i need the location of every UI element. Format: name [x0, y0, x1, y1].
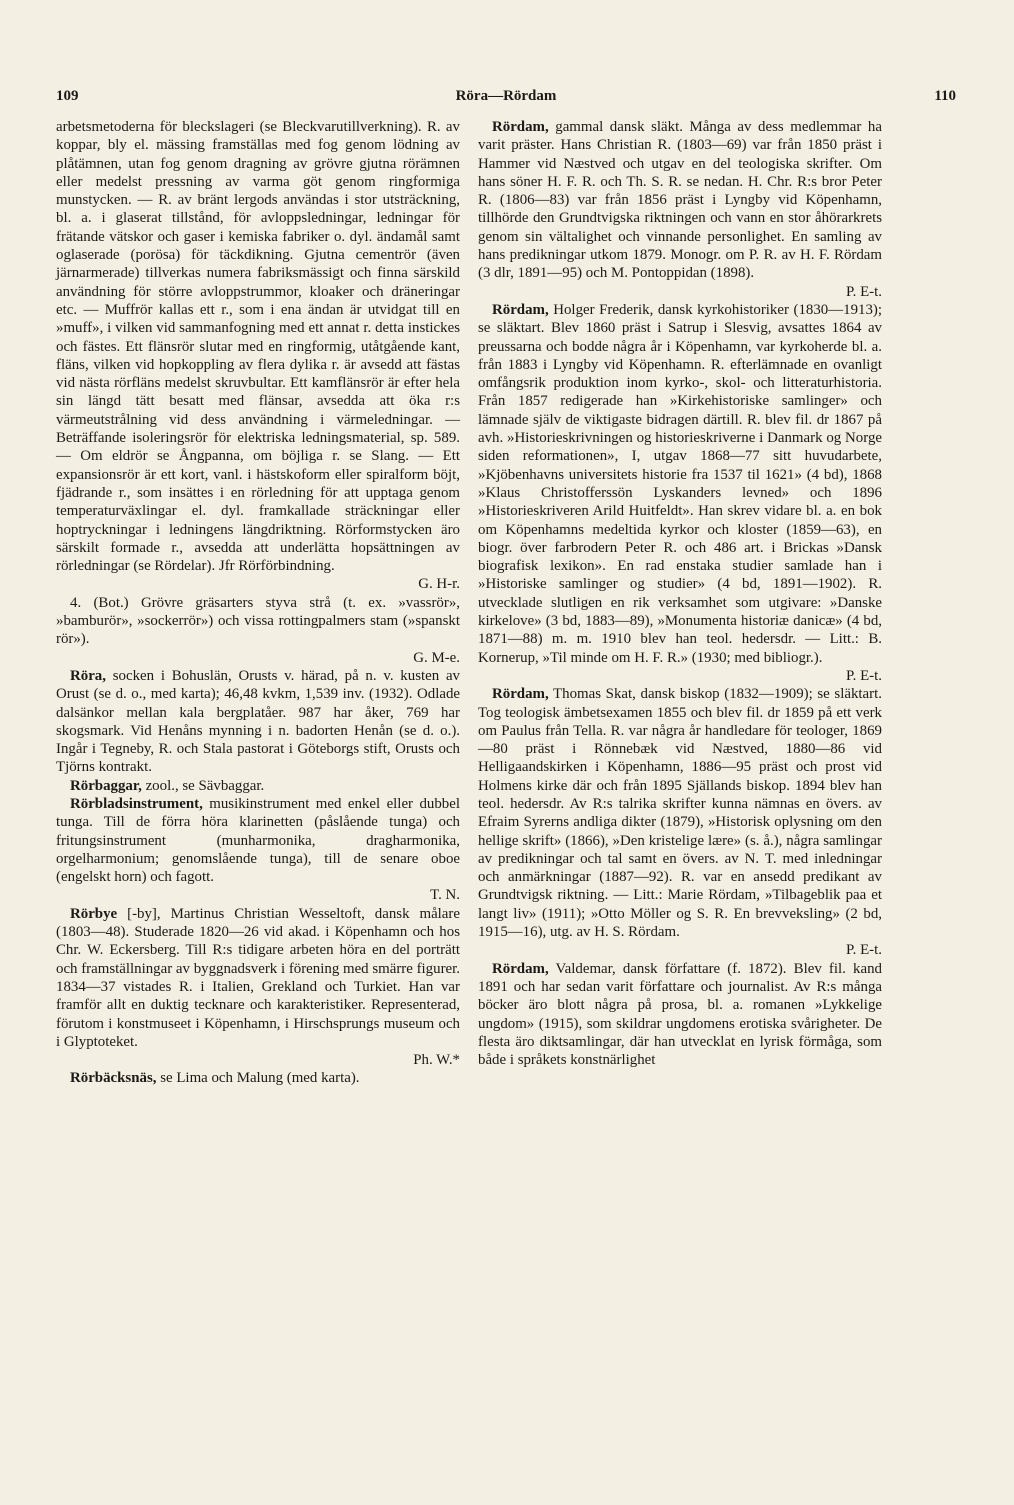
entry-rorbacksnas: Rörbäcksnäs, se Lima och Malung (med karta). [70, 1070, 360, 1087]
author-signature: P. E-t. [846, 667, 882, 684]
running-title: Röra—Rördam [455, 88, 557, 104]
left-column [56, 118, 460, 1088]
headword: Röra, [70, 667, 106, 684]
author-signature: T. N. [430, 887, 460, 904]
entry-rora-continuation: arbetsmetoderna för bleckslageri (se Bleckvarutillverkning). R. av koppar, bly el. mässing framställas med fog genom lödning av plåtämnen, utan fog genom dragning av grövre gjutna rörämnen eller medelst pressning av varma göt genom ringformiga munstycken. — R. av bränt lergods användas i stor utsträckning, bl. a. i glaserat tillstånd, för avloppsledningar, ledningar för frätande vätskor och gaser i kemiska fabriker o. dyl. ändamål samt oglaserade (porösa) för täckdikning. Gjutna cementrör (även järnarmerade) tillverkas numera fabriksmässigt och finna särskild användning för större avloppstrummor, kloaker och dräneringar etc. — Muffrör kallas ett r., som i ena ändan är utvidgat till en »muff», i vilken vid sammanfogning med ett annat r. detta instickes och fästes. Ett flänsrör slutar med en ringformig, utåtgående kant, fläns, vilken vid hopkoppling av flera dylika r. är avsedd att fästas vid nästa rörfläns medelst skruvbultar. Ett kamflänsrör är efter hela sin längd tätt besatt med flänsar, avsedda att öka r:s värmeutstrålning vid dess användning i värmeledningar. — Beträffande isoleringsrör för elektriska ledningsmaterial, sp. 589. — Om eldrör se Ångpanna, om böjliga r. se Slang. — Ett expansionsrör är ett kort, vanl. i hästskoform eller spiralform böjt, fjädrande r., som insättes i en rörledning för att upptaga genom temperaturväxlingar el. dyl. framkallade sträckningar eller hoptryckningar i ledningens längdriktning. Rörformstycken äro särskilt formade r., avsedda att underlätta hopsättningen av rörledningar (se Rördelar). Jfr Rörförbindning. G. H-r. [56, 119, 460, 593]
entry-rorbaggar: Rörbaggar, zool., se Sävbaggar. [70, 777, 265, 794]
right-column [478, 118, 882, 1069]
headword: Rörbladsinstrument, [70, 795, 203, 812]
headword: Rörbaggar, [70, 777, 142, 794]
author-signature: G. H-r. [418, 576, 460, 593]
entry-rorbladsinstrument: Rörbladsinstrument, musikinstrument med enkel eller dubbel tunga. Till de förra höra klarinetten (påslående tunga) och fritungsinstrument (munharmonika, dragharmonika, orgelharmonium; genomslående tunga), till de senare oboe (engelskt horn) och fagott. T. N. [56, 795, 460, 904]
entry-rordam-thomas: Rördam, Thomas Skat, dansk biskop (1832—1909); se släktart. Tog teologisk ämbetsexamen 1855 och blev fil. dr 1859 på ett verk om Paulus från Tella. R. var några år handledare för teologer, 1869—80 präst i Rönnebæk vid Næstved, 1880—86 vid Helligaandskirken i Köpenhamn, 1886—95 präst och prost vid Holmens kirke där och från 1895 Själlands biskop. 1894 blev han teol. hedersdr. Av R:s talrika skrifter kunna nämnas en övers. av Efraim Syrerns andliga dikter (1879), »Historisk oplysning om den hellige skrift» (1866), »Den kristelige lære» (s. å.), några samlingar av predikningar och tal samt en övers. av N. T. med inledningar och anmärkningar (1887—92). R. var en ansedd predikant av Grundtvigsk riktning. — Litt.: Marie Rördam, »Tilbageblik paa et langt liv» (1911); »Otto Möller og S. R. En brevveksling» (2 bd, 1915—16), utg. av H. S. Rördam. P. E-t. [478, 686, 882, 959]
page-header [56, 88, 956, 112]
headword: Rörbye [70, 905, 118, 922]
entry-ror-bot: 4. (Bot.) Grövre gräsarters styva strå (t. ex. »vassrör», »bamburör», »sockerrör») och vissa rottingpalmers stam (»spanskt rör»). G. M-e. [56, 594, 460, 666]
entry-rordam-holger: Rördam, Holger Frederik, dansk kyrkohistoriker (1830—1913); se släktart. Blev 1860 präst i Satrup i Slesvig, avsattes 1864 av preussarna och bodde några år i Köpenhamn, var kyrkoherde bl. a. från 1883 i Lyngby vid Köpenhamn. R. efterlämnade en ovanligt omfångsrik produktion inom kyrko-, skol- och litteraturhistoria. Från 1857 redigerade han »Kirkehistoriske samlinger» och lämnade själv de viktigaste bidragen därtill. R. blev fil. dr 1867 på avh. »Historieskrivningen og historieskriverne i Danmark og Norge siden reformationen», I, utgav 1868—77 sitt huvudarbete, »Kjöbenhavns universitets historie fra 1537 til 1621» (4 bd), 1868 »Klaus Christofferssön Lyskanders levned» och 1896 »Historieskriveren Arild Huitfeldt». Han skrev vidare bl. a. en bok om Köpenhamns medeltida kyrkor och kloster (1859—63), en biogr. över farbrodern Peter R. och 486 art. i Brickas »Dansk biografisk lexikon». En rad enstaka studier samlade han i »Historiske samlinger og studier» (4 bd, 1891—1902). R. utvecklade slutligen en rik verksamhet som utgivare: »Danske kirkelove» (3 bd, 1883—89), »Monumenta historiæ danicæ» (4 bd, 1871—88) m. m. 1910 blev han teol. hedersdr. — Litt.: B. Kornerup, »Til minde om H. F. R.» (1930; med bibliogr.). P. E-t. [478, 301, 882, 684]
headword: Rördam, [492, 686, 549, 703]
headword: Rördam, [492, 119, 549, 135]
headword: Rördam, [492, 301, 549, 318]
author-signature: G. M-e. [413, 649, 460, 666]
entry-rora-socken: Röra, socken i Bohuslän, Orusts v. härad, på n. v. kusten av Orust (se d. o., med karta); 46,48 kvkm, 1,539 inv. (1932). Odlade dalsänkor mellan kala bergplatåer. 987 har åker, 769 har skogsmark. Vid Henåns mynning i n. badorten Henån (se d. o.). Ingår i Tegneby, R. och Stala pastorat i Göteborgs stift, Orusts och Tjörns kontrakt. [56, 667, 460, 776]
author-signature: P. E-t. [846, 942, 882, 959]
author-signature: P. E-t. [846, 283, 882, 300]
entry-rorbye: Rörbye [-by], Martinus Christian Wesseltoft, dansk målare (1803—48). Studerade 1820—26 vid akad. i Köpenhamn och hos Chr. W. Eckersberg. Till R:s tidigare arbeten höra en del porträtt och framställningar av byggnadsverk i förening med smärre figurer. 1834—37 vistades R. i Italien, Grekland och Turkiet. Han var framför allt en duktig tecknare och karakteristiker. Representerad, förutom i konstmuseet i Köpenhamn, i Hirschsprungs museum och i Glyptoteket. Ph. W.* [56, 905, 460, 1069]
headword: Rörbäcksnäs, [70, 1070, 157, 1087]
headword: Rördam, [492, 960, 549, 977]
page-number-right: 110 [934, 88, 956, 104]
author-signature: Ph. W.* [413, 1052, 460, 1069]
entry-rordam-valdemar: Rördam, Valdemar, dansk författare (f. 1872). Blev fil. kand 1891 och har sedan varit författare och journalist. Av R:s många böcker äro blott några på prosa, bl. a. romanen »Lykkelige ungdom» (1915), som skildrar ungdomens erotiska svårigheter. De flesta äro diktsamlingar, där han utvecklat en lyrisk förmåga, som både i språkets konstnärlighet [478, 960, 882, 1069]
entry-rordam-slakt: Rördam, gammal dansk släkt. Många av dess medlemmar ha varit präster. Hans Christian R. (1803—69) var från 1850 präst i Hammer vid Næstved och utgav en del teologiska skrifter. Om hans söner H. F. R. och Th. S. R. se nedan. H. Chr. R:s bror Peter R. (1806—83) var från 1856 präst i Lyngby vid Köpenhamn, tillhörde den Grundtvigska riktningen och vann en stor åhörarkrets genom sin vältalighet och vinnande personlighet. En samling av hans predikningar utkom 1879. Monogr. om P. R. av H. F. Rördam (3 dlr, 1891—95) och M. Pontoppidan (1898). P. E-t. [478, 119, 882, 300]
page-number-left: 109 [56, 88, 79, 104]
